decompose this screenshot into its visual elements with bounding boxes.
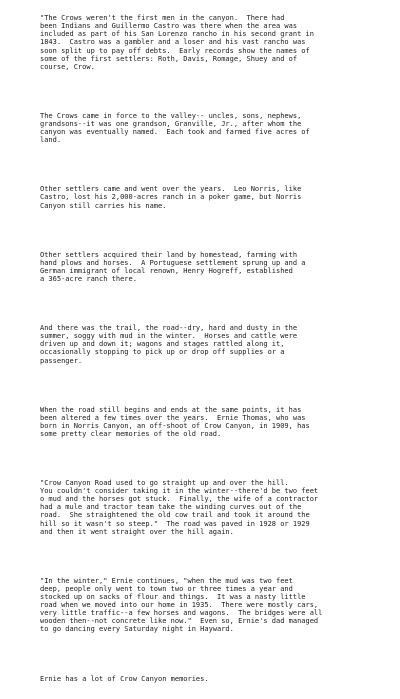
paragraph <box>40 112 360 144</box>
text-line: a 365-acre ranch there. <box>40 274 137 283</box>
text-line: road. She straightened the old cow trail and took it around the <box>40 511 310 520</box>
text-line: "In the winter," Ernie continues, "when the mud was two feet <box>40 576 293 585</box>
text-line: The Crows came in force to the valley-- uncles, sons, nephews, <box>40 111 302 120</box>
text-line: And there was the trail, the road--dry, hard and dusty in the <box>40 324 298 333</box>
paragraph <box>40 479 360 536</box>
paragraph <box>40 324 360 364</box>
text-line: canyon was eventually named. Each took and farmed five acres of <box>40 128 310 137</box>
text-line: passenger. <box>40 356 83 365</box>
text-line: stocked up on sacks of flour and things. It was a nasty little <box>40 593 306 601</box>
text-line: had a mule and tractor team take the winding curves out of the <box>40 503 302 512</box>
text-line: wooden then--not concrete like now." Even so, Ernie's dad managed <box>40 617 319 626</box>
text-line: Other settlers came and went over the years. Leo Norris, like <box>40 185 302 194</box>
paragraph <box>40 406 360 438</box>
text-line: Castro, lost his 2,000-acres ranch in a poker game, but Norris <box>40 193 302 202</box>
text-line: hand plows and horses. A Portuguese settlement sprung up and a <box>40 258 306 267</box>
text-line: very little traffic--a few horses and wagons. The bridges were all <box>40 609 323 618</box>
paragraph <box>40 185 360 209</box>
text-line: course, Crow. <box>40 62 95 71</box>
text-line: 1843. Castro was a gambler and a loser and his vast rancho was <box>40 38 306 47</box>
text-line: driven up and down it; wagons and stages rattled along it, <box>40 340 285 349</box>
text-line: summer, soggy with mud in the winter. Horses and cattle were <box>40 332 298 341</box>
text-line: some pretty clear memories of the old road. <box>40 429 222 438</box>
text-line: included as part of his San Lorenzo rancho in his second grant in <box>40 30 314 39</box>
text-line: hill so it wasn't so steep." The road was paved in 1928 or 1929 <box>40 519 310 528</box>
text-line: some of the first settlers: Roth, Davis, Romage, Shuey and of <box>40 54 298 63</box>
document-body <box>40 0 360 699</box>
text-line: o mud and the horses got stuck. Finally, the wife of a contractor <box>40 495 319 504</box>
text-line: born in Norris Canyon, an off-shoot of Crow Canyon, in 1909, has <box>40 421 310 430</box>
paragraph <box>40 251 360 283</box>
text-line: "Crow Canyon Road used to go straight up and over the hill. <box>40 479 289 488</box>
text-line: land. <box>40 136 62 145</box>
paragraph <box>40 577 360 634</box>
text-line: When the road still begins and ends at the same points, it has <box>40 405 302 414</box>
text-line: "The Crows weren't the first men in the canyon. There had <box>40 14 285 23</box>
text-line: You couldn't consider taking it in the winter--there'd be two feet <box>40 487 319 496</box>
text-line: road when we moved into our home in 1935. There were mostly cars, <box>40 601 319 610</box>
text-line: and then it went straight over the hill again. <box>40 527 234 536</box>
paragraph <box>40 14 360 71</box>
text-line: grandsons--it was one grandson, Granville, Jr., after whom the <box>40 120 302 128</box>
text-line: occasionally stopping to pick up or drop off supplies or a <box>40 348 285 357</box>
text-line: Other settlers acquired their land by homestead, farming with <box>40 250 298 259</box>
text-line: been Indians and Guillermo Castro was there when the area was <box>40 22 298 31</box>
paragraph <box>40 675 360 683</box>
text-line: to go dancing every Saturday night in Hayward. <box>40 625 234 634</box>
text-line: been altered a few times over the years. Ernie Thomas, who was <box>40 413 306 422</box>
text-line: deep, people only went to town two or three times a year and <box>40 584 293 593</box>
text-line: soon split up to pay off debts. Early records show the names of <box>40 46 310 55</box>
text-line: German immigrant of local renown, Henry Hogreff, established <box>40 266 293 275</box>
text-line: Ernie has a lot of Crow Canyon memories. <box>40 674 209 683</box>
text-line: Canyon still carries his name. <box>40 201 167 210</box>
